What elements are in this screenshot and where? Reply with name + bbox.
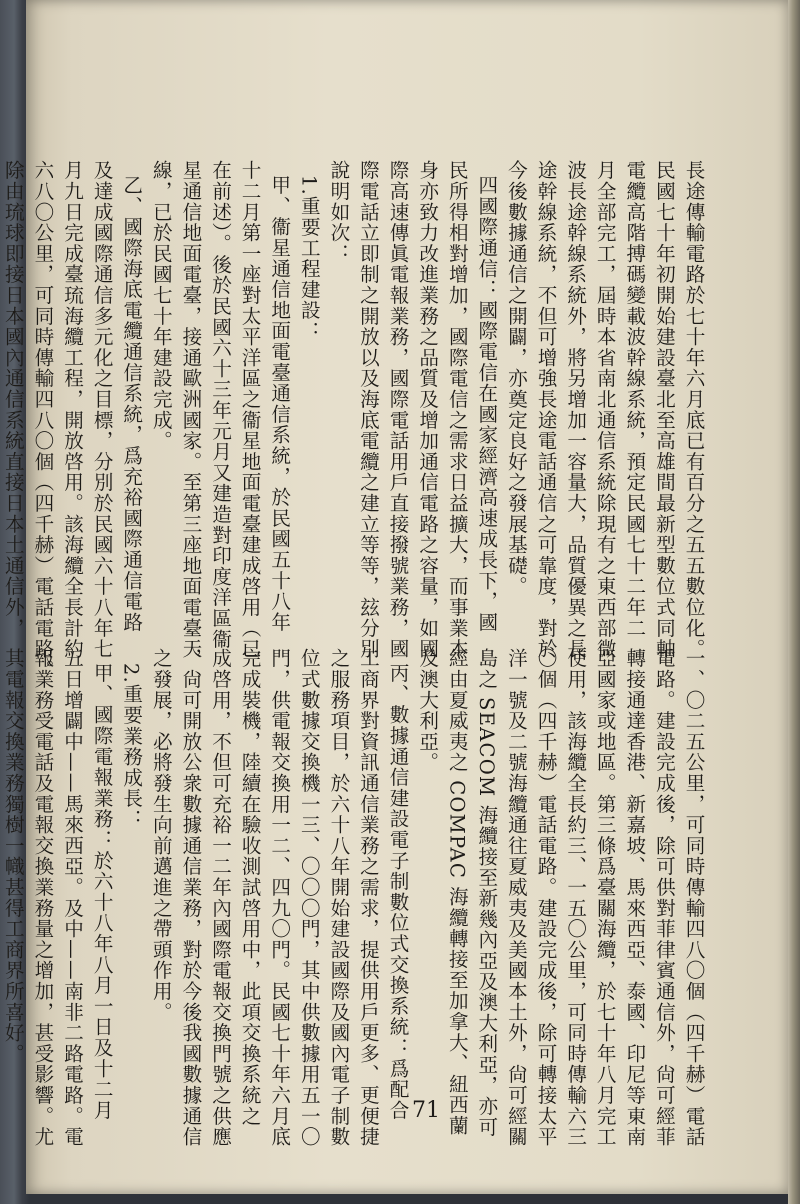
text-line: 成啓用，不但可充裕一二年內國際電報交換門號之供應	[208, 648, 232, 1148]
text-line: 經由夏威夷之 COMPAC 海纜轉接至加拿大、紐西蘭	[445, 648, 469, 1137]
text-line: 亞國家或地區。第三條爲臺關海纜，於七十年八月完工	[593, 648, 617, 1148]
text-line: 轉接通達香港、新嘉坡、馬來西亞、泰國、印尼等東南	[622, 648, 646, 1148]
text-line: 際電話立即制之開放以及海底電纜之建立等等，玆分別	[356, 160, 380, 660]
text-line: 波長途幹線系統外，將另增加一容量大，品質優異之長	[563, 160, 587, 660]
text-line: 四國際通信：國際電信在國家經濟高速成長下，國	[474, 160, 498, 633]
text-line: 完成裝機，陸續在驗收測試啓用中，此項交換系統之	[238, 648, 262, 1127]
text-line: 電纜高階搏碼變載波幹線系統，預定民國七十二年二	[622, 160, 646, 639]
text-line: 電路。建設完成後，除可供對菲律賓通信外，尙可經菲	[652, 648, 676, 1148]
text-line: 2.重要業務成長：	[119, 648, 143, 830]
text-line: 今後數據通信之開闢，亦奠定良好之發展基礎。	[504, 160, 528, 597]
text-line: 月全部完工，屆時本省南北通信系統除現有之東西部微	[593, 160, 617, 660]
text-line: 途幹線系統，不但可增強長途電話通信之可靠度，對於	[534, 160, 558, 660]
text-line: 〇個（四千赫）電話電路。建設完成後，除可轉接太平	[534, 648, 558, 1148]
text-line: 之發展，必將發生向前邁進之帶頭作用。	[149, 648, 173, 1023]
text-line: 在前述）。後於民國六十三年元月又建造對印度洋區衞	[208, 160, 232, 650]
text-line: 洋一號及二號海纜通往夏威夷及美國本土外，尙可經關	[504, 648, 528, 1148]
text-line: 甲、衞星通信地面電臺通信系統，於民國五十八年	[267, 160, 291, 633]
text-line: 民國七十年初開始建設臺北至高雄間最新型數位式同軸	[652, 160, 676, 660]
text-line: 十二月第一座對太平洋區之衞星地面電臺建成啓用（已	[238, 160, 262, 660]
text-line: 乙、國際海底電纜通信系統，爲充裕國際通信電路	[119, 160, 143, 633]
text-line: 長途傳輸電路於七十年六月底已有百分之五五數位化。	[682, 160, 705, 660]
text-line: 其電報交換業務獨樹一幟甚得工商界所喜好。	[1, 648, 25, 1064]
top-text-block	[1, 160, 708, 680]
text-line: 六八〇公里，可同時傳輸四八〇個（四千赫）電話電路。	[30, 160, 54, 680]
text-line: 丙、數據通信建設電子制數位式交換系統：爲配合	[386, 648, 410, 1121]
text-line: 身亦致力改進業務之品質及增加通信電路之容量，如國	[415, 160, 439, 660]
text-line: 門，供電報交換用一二、四九〇門。民國七十年六月底	[267, 648, 291, 1148]
text-line: 工商界對資訊通信業務之需求，提供用戶更多、更便捷	[356, 648, 380, 1148]
text-line: 線，已於民國七十年建設完成。	[149, 160, 173, 452]
text-line: 五日增闢中——馬來西亞。及中——南非二路電路。電	[60, 648, 84, 1148]
text-line: 甲、國際電報業務：於六十八年八月一日及十二月	[90, 648, 114, 1121]
text-line: 位式數據交換機一三、〇〇〇門，其中供數據用五一〇	[297, 648, 321, 1148]
text-line: 除由琉球即接日本國內通信系統直接日本土通信外，	[1, 160, 25, 639]
text-line: 島之 SEACOM 海纜接至新幾內亞及澳大利亞，亦可	[474, 648, 498, 1138]
page-edge	[788, 0, 800, 1204]
text-line: 說明如次：	[326, 160, 350, 264]
text-line: 際高速傳眞電報業務，國際電話用戶直接撥號業務，國	[386, 160, 410, 660]
text-line: 1.重要工程建設：	[297, 160, 321, 342]
page-number: 71	[412, 1098, 440, 1123]
text-line: 及達成國際通信多元化之目標，分別於民國六十八年七	[90, 160, 114, 660]
text-line: 月九日完成臺琉海纜工程，開放啓用。該海纜全長計約	[60, 160, 84, 660]
book-page	[1, 0, 788, 1194]
text-line: 一、〇二五公里，可同時傳輸四八〇個（四千赫）電話	[682, 648, 705, 1148]
text-line: 使用，該海纜全長約三、一五〇公里，可同時傳輸六三	[563, 648, 587, 1148]
text-line: 星通信地面電臺，接通歐洲國家。至第三座地面電臺天	[178, 160, 202, 660]
text-line: 之服務項目，於六十八年開始建設國際及國內電子制數	[326, 648, 350, 1148]
text-line: ，尙可開放公衆數據通信業務，對於今後我國數據通信	[178, 648, 202, 1148]
text-line: 報業務受電話及電報交換業務量之增加，甚受影響。尤	[30, 648, 54, 1148]
text-line: 及澳大利亞。	[415, 648, 439, 773]
text-line: 民所得相對增加，國際電信之需求日益擴大，而事業本	[445, 160, 469, 660]
